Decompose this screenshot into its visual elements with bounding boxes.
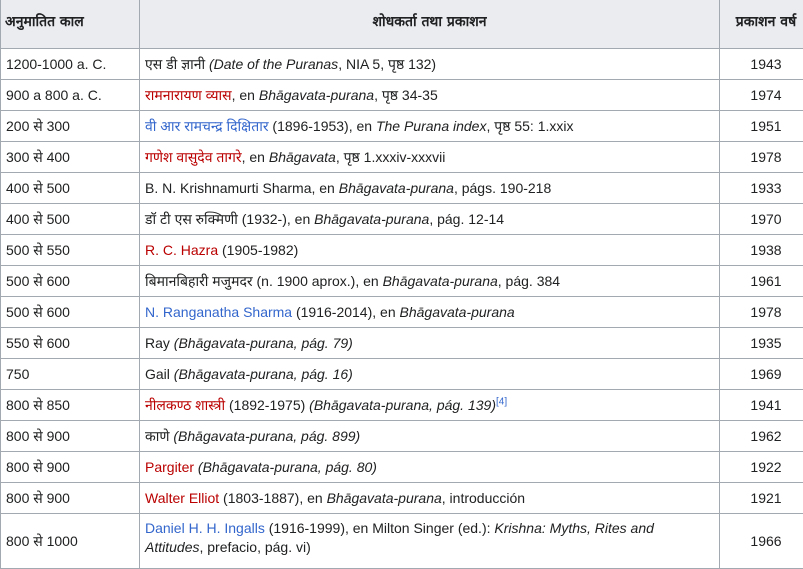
author-redlink[interactable]: रामनारायण व्यास — [145, 87, 232, 103]
period-cell: 800 से 1000 — [1, 514, 140, 569]
work-title: The Purana index — [376, 118, 487, 134]
year-cell: 1978 — [720, 142, 803, 173]
source-text: , पृष्ठ 55: 1.xxix — [486, 118, 573, 134]
table-row — [1, 328, 803, 359]
table-row — [1, 514, 803, 569]
source-text: , en — [232, 87, 259, 103]
source-cell — [140, 483, 720, 514]
source-text: डॉ टी एस रुक्मिणी (1932-), en — [145, 211, 314, 227]
author-redlink[interactable]: Pargiter — [145, 459, 194, 475]
source-cell — [140, 328, 720, 359]
period-cell: 800 से 900 — [1, 421, 140, 452]
work-title: Bhāgavata-purana — [339, 180, 454, 196]
source-text: , पृष्ठ 1.xxxiv-xxxvii — [336, 149, 446, 165]
source-text: , pág. 12-14 — [429, 211, 504, 227]
year-cell: 1951 — [720, 111, 803, 142]
work-title: Bhāgavata-purana — [327, 490, 442, 506]
source-text: एस डी ज्ञानी — [145, 56, 209, 72]
table-row — [1, 390, 803, 421]
source-cell — [140, 297, 720, 328]
period-cell: 400 से 500 — [1, 204, 140, 235]
year-cell: 1938 — [720, 235, 803, 266]
period-cell: 800 से 850 — [1, 390, 140, 421]
period-cell: 300 से 400 — [1, 142, 140, 173]
table-row — [1, 111, 803, 142]
source-text: (1892-1975) — [225, 397, 309, 413]
source-cell — [140, 359, 720, 390]
table-row — [1, 266, 803, 297]
table-row — [1, 421, 803, 452]
year-cell: 1978 — [720, 297, 803, 328]
source-text: Gail — [145, 366, 174, 382]
table-row — [1, 359, 803, 390]
source-text: (1916-2014), en — [292, 304, 399, 320]
source-text: , NIA 5, पृष्ठ 132) — [338, 56, 436, 72]
table-row — [1, 452, 803, 483]
work-title: Bhāgavata — [269, 149, 336, 165]
table-row — [1, 142, 803, 173]
year-cell: 1933 — [720, 173, 803, 204]
year-cell: 1922 — [720, 452, 803, 483]
work-title: (Bhāgavata-purana — [173, 428, 293, 444]
work-title: Bhāgavata-purana — [400, 304, 515, 320]
work-title: Bhāgavata-purana — [314, 211, 429, 227]
period-cell: 500 से 600 — [1, 297, 140, 328]
reference-link[interactable]: [4] — [496, 396, 507, 407]
table-row — [1, 204, 803, 235]
period-cell: 550 से 600 — [1, 328, 140, 359]
source-text: (1905-1982) — [218, 242, 298, 258]
year-cell: 1966 — [720, 514, 803, 569]
year-cell: 1969 — [720, 359, 803, 390]
column-header-period[interactable]: अनुमातित काल — [1, 0, 140, 49]
period-cell: 800 से 900 — [1, 452, 140, 483]
source-text: (1896-1953), en — [269, 118, 376, 134]
year-cell: 1961 — [720, 266, 803, 297]
source-text: , introducción — [442, 490, 525, 506]
work-title: (Bhāgavata-purana — [198, 459, 318, 475]
source-text: , pág. 384 — [498, 273, 560, 289]
author-redlink[interactable]: गणेश वासुदेव तागरे — [145, 149, 242, 165]
work-title: Krishna: Myths, Rites and Attitudes — [145, 520, 654, 555]
author-redlink[interactable]: नीलकण्ठ शास्त्री — [145, 397, 225, 413]
year-cell: 1943 — [720, 49, 803, 80]
source-text: B. N. Krishnamurti Sharma, en — [145, 180, 339, 196]
work-title: (Bhāgavata-purana — [309, 397, 429, 413]
work-title: , pág. 139) — [429, 397, 496, 413]
source-cell — [140, 111, 720, 142]
year-cell: 1921 — [720, 483, 803, 514]
period-cell: 200 से 300 — [1, 111, 140, 142]
work-title: , pág. 16) — [294, 366, 353, 382]
table-row — [1, 297, 803, 328]
work-title: (Date of the Puranas — [209, 56, 338, 72]
work-title: Bhāgavata-purana — [383, 273, 498, 289]
source-text: , págs. 190-218 — [454, 180, 551, 196]
source-cell — [140, 173, 720, 204]
year-cell: 1941 — [720, 390, 803, 421]
year-cell: 1935 — [720, 328, 803, 359]
work-title: (Bhāgavata-purana — [174, 366, 294, 382]
period-cell: 500 से 600 — [1, 266, 140, 297]
period-cell: 900 a 800 a. C. — [1, 80, 140, 111]
period-cell: 1200-1000 a. C. — [1, 49, 140, 80]
table-row — [1, 483, 803, 514]
source-text: (1916-1999), en Milton Singer (ed.): — [265, 520, 495, 536]
period-cell: 750 — [1, 359, 140, 390]
table-body — [1, 49, 803, 569]
source-cell — [140, 80, 720, 111]
table-header-row — [1, 0, 803, 49]
source-text: , पृष्ठ 34-35 — [374, 87, 438, 103]
source-text: , prefacio, pág. vi) — [199, 539, 310, 555]
source-cell — [140, 421, 720, 452]
source-cell — [140, 390, 720, 421]
source-cell — [140, 49, 720, 80]
work-title: Bhāgavata-purana — [259, 87, 374, 103]
work-title: (Bhāgavata-purana — [174, 335, 294, 351]
column-header-year[interactable]: प्रकाशन वर्ष — [720, 0, 803, 49]
source-text: , en — [242, 149, 269, 165]
source-cell — [140, 142, 720, 173]
table-row — [1, 80, 803, 111]
author-link[interactable]: N. Ranganatha Sharma — [145, 304, 292, 320]
source-text: बिमानबिहारी मजुमदर (n. 1900 aprox.), en — [145, 273, 383, 289]
source-text: काणे — [145, 428, 173, 444]
work-title: , pág. 899) — [293, 428, 360, 444]
year-cell: 1974 — [720, 80, 803, 111]
source-text: Ray — [145, 335, 174, 351]
table-row — [1, 49, 803, 80]
source-cell — [140, 235, 720, 266]
source-cell — [140, 452, 720, 483]
source-cell — [140, 514, 720, 569]
work-title: , pág. 79) — [294, 335, 353, 351]
author-link[interactable]: Daniel H. H. Ingalls — [145, 520, 265, 536]
period-cell: 400 से 500 — [1, 173, 140, 204]
source-cell — [140, 204, 720, 235]
source-text: (1803-1887), en — [219, 490, 326, 506]
author-redlink[interactable]: R. C. Hazra — [145, 242, 218, 258]
period-cell: 500 से 550 — [1, 235, 140, 266]
table-row — [1, 173, 803, 204]
work-title: , pág. 80) — [318, 459, 377, 475]
author-redlink[interactable]: Walter Elliot — [145, 490, 219, 506]
year-cell: 1970 — [720, 204, 803, 235]
year-cell: 1962 — [720, 421, 803, 452]
table-row — [1, 235, 803, 266]
source-cell — [140, 266, 720, 297]
period-cell: 800 से 900 — [1, 483, 140, 514]
column-header-source[interactable]: शोधकर्ता तथा प्रकाशन — [140, 0, 720, 49]
author-link[interactable]: वी आर रामचन्द्र दिक्षितार — [145, 118, 269, 134]
